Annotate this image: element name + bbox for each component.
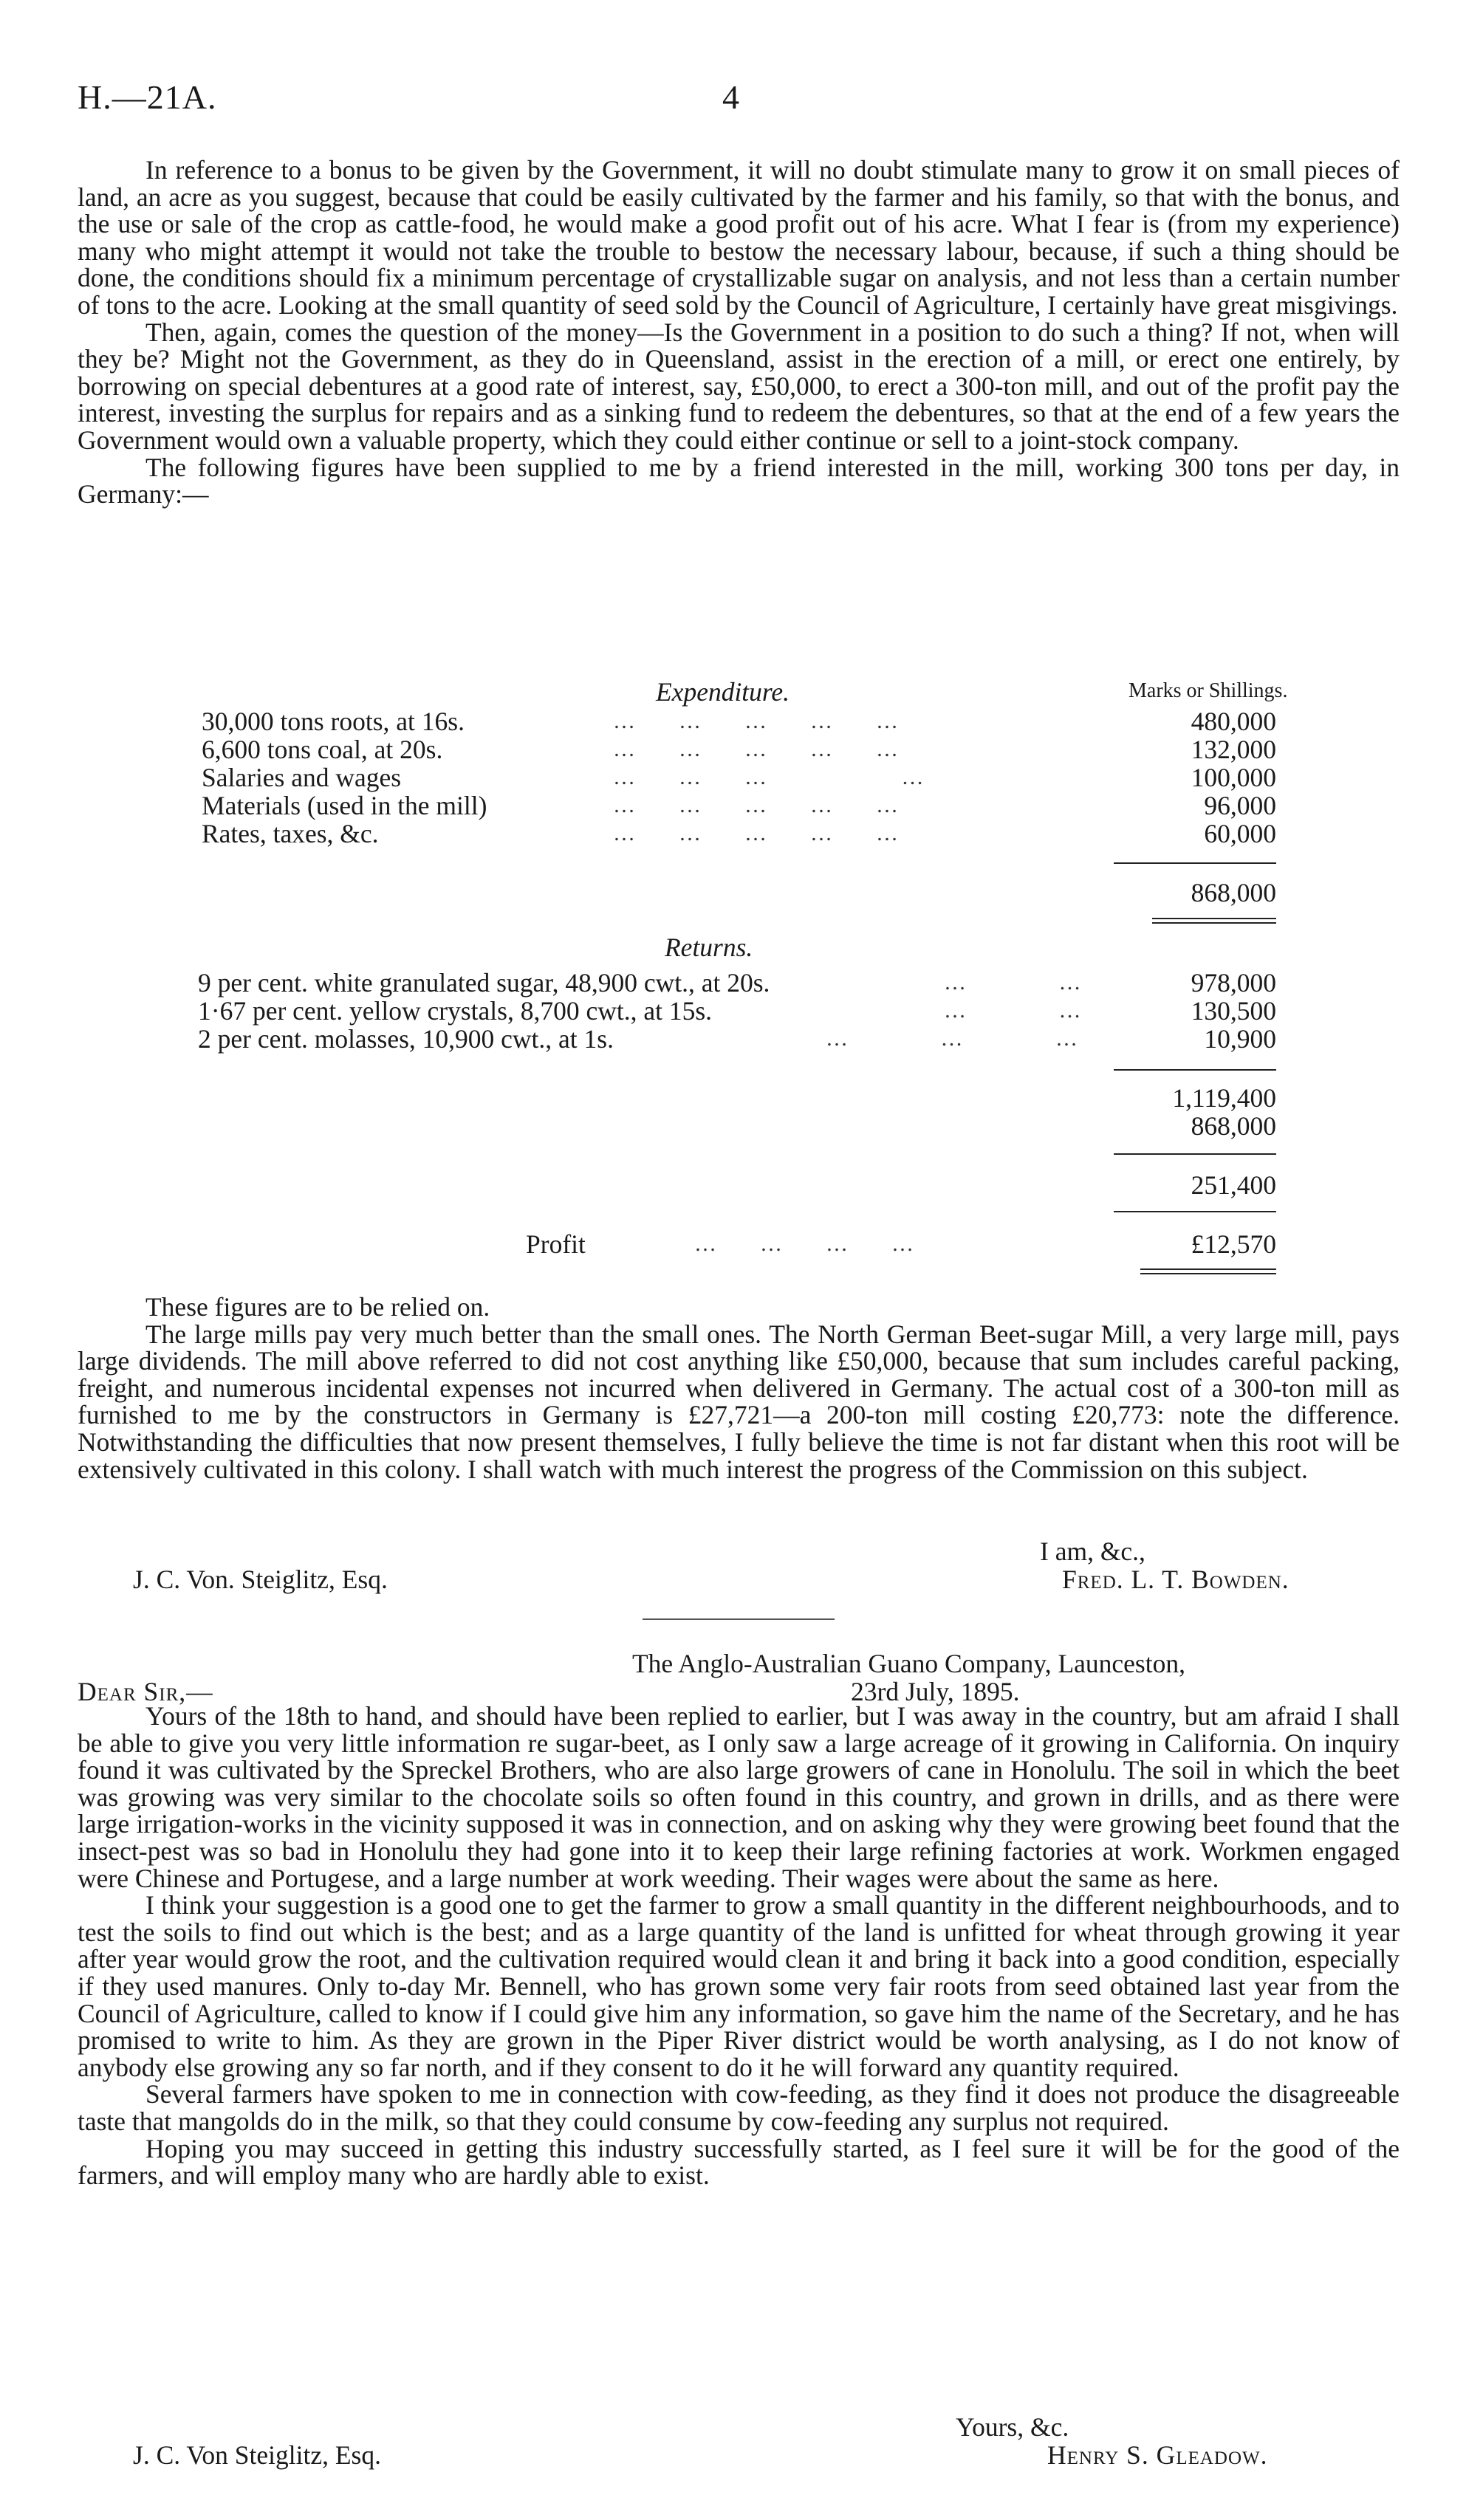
- total-double-rule: [1152, 918, 1276, 919]
- paragraph: Hoping you may succeed in getting this industry successfully started, as I feel sure it will be for the good of the farmers, and will employ many who are hardly able to exist.: [78, 2133, 1400, 2191]
- returns-amount: 10,900: [1204, 1024, 1276, 1054]
- returns-heading: Returns.: [665, 933, 753, 962]
- letter1-conclusion: [78, 1294, 1400, 1483]
- expenditure-item: Salaries and wages: [202, 763, 402, 792]
- expenditure-heading: Expenditure.: [656, 677, 790, 707]
- leader-dots: … … …: [826, 1026, 1079, 1051]
- returns-total: 1,119,400: [1172, 1083, 1276, 1113]
- subtotal-rule: [1114, 862, 1276, 864]
- paragraph: Then, again, comes the question of the money—Is the Government in a position to do such a thing? If not, when will they be? Might not the Government, as they do in Queensland, assist in the erection of a mill, or erect one entirely, by borrowing on special debentures at a good rate of interest, say, £50,000, to erect a 300-ton mill, and out of the profit pay the interest, investing the surplus for repairs and as a sinking fund to redeem the debentures, so that at the end of a few years the Government would own a valuable property, which they could either continue or sell to a joint-stock company.: [78, 317, 1400, 455]
- letter2-signature: Henry S. Gleadow.: [1047, 2440, 1268, 2470]
- leader-dots: … … … …: [694, 1232, 915, 1256]
- leader-dots: … …: [944, 970, 1083, 995]
- returns-item: 9 per cent. white granulated sugar, 48,900 cwt., at 20s.: [198, 968, 770, 998]
- expenditure-amount: 100,000: [1191, 763, 1276, 792]
- leader-dots: … … … … …: [613, 709, 900, 733]
- leader-dots: … … … …: [613, 765, 925, 789]
- profit-label: Profit: [526, 1229, 586, 1259]
- difference-amount: 251,400: [1191, 1170, 1276, 1200]
- paragraph: The following figures have been supplied to me by a friend interested in the mill, working 300 tons per day, in Germany:—: [78, 452, 1400, 509]
- profit-amount: £12,570: [1191, 1229, 1276, 1259]
- letter1-signature: Fred. L. T. Bowden.: [1062, 1565, 1290, 1594]
- leader-dots: … …: [944, 998, 1083, 1023]
- letter2-salutation: Dear Sir,—: [78, 1677, 213, 1706]
- letter-separator: [643, 1618, 835, 1620]
- letter1-body: [78, 157, 1400, 508]
- expenditure-total: 868,000: [1191, 878, 1276, 907]
- expenditure-amount: 480,000: [1191, 707, 1276, 736]
- paragraph: Yours of the 18th to hand, and should have been replied to earlier, but I was away in the country, but am afraid I shall be able to give you very little information re sugar-beet, as I only saw a large acreage of it growing in California. On inquiry found it was cultivated by the Spreckel Brothers, who are also large growers of cane in Honolulu. The soil in which the beet was growing was very similar to the chocolate soils so often found in this country, and grown in drills, and as there were large irrigation-works in the vicinity supposed it was in connection, and on asking why they were growing beet found that the insect-pest was so bad in Honolulu they had gone into it to keep their large refining factories at work. Workmen engaged were Chinese and Portugese, and a large number at work weeding. Their wages were about the same as here.: [78, 1701, 1400, 1893]
- expenditure-item: Rates, taxes, &c.: [202, 819, 379, 848]
- letter2-sender: The Anglo-Australian Guano Company, Launceston,: [632, 1649, 1185, 1678]
- expenditure-item: Materials (used in the mill): [202, 791, 487, 820]
- letter1-addressee: J. C. Von. Steiglitz, Esq.: [133, 1565, 388, 1594]
- subtotal-rule: [1114, 1069, 1276, 1071]
- letter2-closing: Yours, &c.: [956, 2412, 1069, 2442]
- expenditure-amount: 60,000: [1204, 819, 1276, 848]
- page-number: 4: [722, 78, 739, 116]
- paragraph: The large mills pay very much better than the small ones. The North German Beet-sugar Mill, a very large mill, pays large dividends. The mill above referred to did not cost anything like £50,000, because that sum includes careful packing, freight, and numerous incidental expenses not incurred when delivered in Germany. The actual cost of a 300-ton mill as furnished to me by the constructors in Germany is £27,721—a 200-ton mill costing £20,773: note the difference. Notwithstanding the difficulties that now present themselves, I fully believe the time is not far distant when this root will be extensively cultivated in this colony. I shall watch with much interest the progress of the Commission on this subject.: [78, 1319, 1400, 1484]
- paragraph: These figures are to be relied on.: [145, 1292, 490, 1322]
- paragraph: Several farmers have spoken to me in connection with cow-feeding, as they find it does not produce the disagreeable taste that mangolds do in the milk, so that they could consume by cow-feeding any surplus not required.: [78, 2079, 1400, 2136]
- less-expenditure: 868,000: [1191, 1111, 1276, 1141]
- returns-amount: 978,000: [1191, 968, 1276, 998]
- returns-item: 2 per cent. molasses, 10,900 cwt., at 1s.: [198, 1024, 614, 1054]
- paragraph: In reference to a bonus to be given by the Government, it will no doubt stimulate many to grow it on small pieces of land, an acre as you suggest, because that could be easily cultivated by the farmer and his family, so that with the bonus, and the use or sale of the crop as cattle-food, he would make a good profit out of his acre. What I fear is (from my experience) many who might attempt it would not take the trouble to bestow the necessary labour, because, if such a thing should be done, the conditions should fix a minimum percentage of crystallizable sugar on analysis, and not less than a certain number of tons to the acre. Looking at the small quantity of seed sold by the Council of Agriculture, I certainly have great misgivings.: [78, 155, 1400, 320]
- returns-amount: 130,500: [1191, 996, 1276, 1026]
- units-heading: Marks or Shillings.: [1128, 679, 1288, 702]
- returns-item: 1·67 per cent. yellow crystals, 8,700 cwt., at 15s.: [198, 996, 713, 1026]
- subtotal-rule: [1114, 1211, 1276, 1212]
- letter2-body: [78, 1703, 1400, 2189]
- expenditure-amount: 132,000: [1191, 735, 1276, 764]
- expenditure-item: 6,600 tons coal, at 20s.: [202, 735, 443, 764]
- leader-dots: … … … … …: [613, 793, 900, 817]
- subtotal-rule: [1114, 1153, 1276, 1155]
- letter1-closing: I am, &c.,: [1040, 1537, 1145, 1566]
- expenditure-item: 30,000 tons roots, at 16s.: [202, 707, 465, 736]
- total-double-rule: [1140, 1268, 1276, 1270]
- total-double-rule: [1152, 922, 1276, 924]
- total-double-rule: [1140, 1273, 1276, 1274]
- parliamentary-paper-reference: H.—21A.: [78, 78, 217, 116]
- paragraph: I think your suggestion is a good one to get the farmer to grow a small quantity in the different neighbourhoods, and to test the soils to find out which is the best; and as a large quantity of the land is unfitted for wheat through growing it year after year would grow the root, and the cultivation required would clean it and bring it back into a good condition, especially if they used manures. Only to-day Mr. Bennell, who has grown some very fair roots from seed obtained last year from the Council of Agriculture, called to know if I could give him any information, so gave him the name of the Secretary, and he has promised to write to him. As they are grown in the Piper River district would be worth analysing, as I do not know of anybody else growing any so far north, and if they consent to do it he will forward any quantity required.: [78, 1890, 1400, 2082]
- expenditure-amount: 96,000: [1204, 791, 1276, 820]
- leader-dots: … … … … …: [613, 821, 900, 845]
- letter2-addressee: J. C. Von Steiglitz, Esq.: [133, 2440, 381, 2470]
- letter2-date: 23rd July, 1895.: [851, 1677, 1020, 1706]
- leader-dots: … … … … …: [613, 737, 900, 761]
